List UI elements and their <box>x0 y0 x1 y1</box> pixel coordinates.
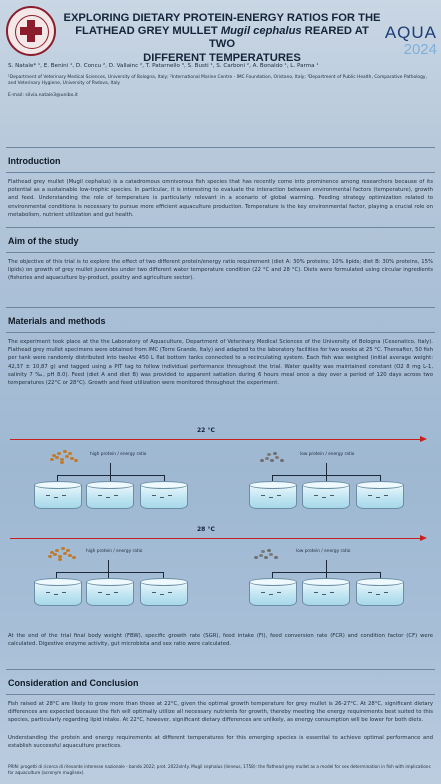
feed-pellets-icon <box>46 545 78 563</box>
temperature-arrow <box>10 538 424 539</box>
divider <box>6 252 435 253</box>
arrow-head-icon <box>420 535 427 541</box>
tank-icon <box>249 578 297 608</box>
divider <box>6 147 435 148</box>
methods-results-text: At the end of the trial final body weight (FBW), specific growth rate (SGR), feed intake (FI), feed conversion rate (FCR) and condition factor (CF) were calculated. Digestive enzyme activity, gut microbiota and sex ratio were calculated. <box>8 633 433 648</box>
feed-pellets-icon <box>48 448 80 466</box>
group-label-high: high protein / energy ratio <box>86 549 143 554</box>
temperature-arrow <box>10 439 424 440</box>
feed-pellets-icon <box>258 450 288 466</box>
funding-footnote: PRIN: progetti di ricerca di rilevante interesse nazionale - bando 2022; prot. 2022xlr4y. Mugil cephalus (linneus, 1758): the flathead grey mullet as a model for sex determination in fish with implications for aquaculture (acronym mugilsex). <box>8 764 431 775</box>
tank-icon <box>302 578 350 608</box>
tank-icon <box>34 578 82 608</box>
contact-email[interactable]: E-mail: silvia.natale3@unibo.it <box>8 93 78 98</box>
conclusion-heading: Consideration and Conclusion <box>8 678 139 688</box>
title-line-1: EXPLORING DIETARY PROTEIN-ENERGY RATIOS FOR THE <box>63 12 381 24</box>
tank-icon <box>140 578 188 608</box>
introduction-text: Flathead grey mullet (Mugil cephalus) is a catadromous omnivorous fish species that has recently come into prominence among researchers because of its potential as a sustainable low-trophic species. In particular, it is interesting to evaluate the interaction between environmental factors (temperature), growth and feed. Understanding the role of temperature is particularly relevant in a scenario of global warming. Feeding strategy optimization related to environmental conditions is necessary to pursue more efficient aquaculture production. Temperature is the key environmental factor, playing a crucial role on metabolism, nutrient utilization and gut health. <box>8 179 433 218</box>
divider <box>6 332 435 333</box>
divider <box>6 669 435 670</box>
species-name: Mugil cephalus <box>220 25 302 38</box>
introduction-heading: Introduction <box>8 156 61 166</box>
tank-icon <box>356 481 404 511</box>
conclusion-summary: Understanding the protein and energy requirements at different temperatures for this emerging species is essential to achieve optimal performance and establish successful aquaculture practices. <box>8 735 433 750</box>
aim-heading: Aim of the study <box>8 236 79 246</box>
tank-icon <box>34 481 82 511</box>
tank-icon <box>356 578 404 608</box>
poster-header <box>0 0 441 140</box>
conference-name: AQUA <box>384 23 437 42</box>
title-line-3: DIFFERENT TEMPERATURES <box>143 51 301 64</box>
tank-icon <box>86 481 134 511</box>
tank-icon <box>302 481 350 511</box>
feed-pellets-icon <box>252 547 282 563</box>
divider <box>6 172 435 173</box>
university-seal-logo <box>6 6 56 56</box>
tank-icon <box>140 481 188 511</box>
tank-icon <box>86 578 134 608</box>
methods-heading: Materials and methods <box>8 316 106 326</box>
tank-icon <box>249 481 297 511</box>
divider <box>6 307 435 308</box>
divider <box>6 694 435 695</box>
methods-text: The experiment took place at the the Laboratory of Aquaculture, Department of Veterinary Medical Sciences of the University of Bologna (Cesenatico, Italy). Flathead grey mullet specimens were obtained from IMC (Torre Grande, Italy) and adapted to the laboratory facilities for two weeks at 25 °C. Thereafter, 50 fish per tank were randomly distributed into twelve 450 L flat bottom tanks connected to a recirculating system. Each fish was weighed (initial average weight: 42,37 ± 10,87 g) and tagged using a PIT tag to follow individual performance throughout the trial. Water quality was maintained constant (O2 8 mg L-1, salinity 7 ‰, pH 8.0). Feed (diet A and diet B) was provided to apparent satiation during 6 hours meal once a day over a period of 120 days across two temperatures (22°C or 28°C). Growth and feed utilization were monitored throughout the experiment. <box>8 339 433 387</box>
poster-title <box>62 12 382 65</box>
temperature-label-28: 28 °C <box>197 526 215 533</box>
temperature-label-22: 22 °C <box>197 427 215 434</box>
author-list: S. Natale* ¹, E. Benini ¹, D. Concu ², D. Vallainc ², T. Patarnello ³, S. Busti ¹, S. Carboni ², A. Bonaldo ¹, L. Parma ¹ <box>8 63 319 69</box>
aim-text: The objective of this trial is to explore the effect of two different protein/energy ratio requirement (diet A: 30% proteins; 10% lipids; diet B: 30% proteins, 15% lipids) on growth of grey mullet juveniles under two different water temperature condition (22 °C and 28 °C). Diets were formulated using circular ingredients (fisheries and aquaculture by-product, poultry and agriculture sector). <box>8 259 433 282</box>
divider <box>6 227 435 228</box>
conference-year: 2024 <box>403 41 437 58</box>
group-label-high: high protein / energy ratio <box>90 452 147 457</box>
conference-logo <box>371 24 437 58</box>
group-label-low: low protein / energy ratio <box>296 549 351 554</box>
conclusion-text: Fish raised at 28°C are likely to grow more than those at 22°C, given the optimal growth temperature for grey mullet is 26-27°C. At 28°C, significant dietary differences are expected because the fish will optimally utilize all necessary nutrients for growth, thereby meeting the energy requirements best suited to this species, particularly regarding lipid intake. At 22°C, however, significant dietary differences are unlikely, as energy consumption will be lower for both diets. <box>8 701 433 724</box>
group-label-low: low protein / energy ratio <box>300 452 355 457</box>
affiliations: ¹Department of Veterinary Medical Sciences, University of Bologna, Italy; ²International Marine Centre - IMC Foundation, Oristano, Italy; ³Department of Public Health, Comparative Pathology, and Veterinary Hygiene, University of Padova, Italy <box>8 75 427 87</box>
title-line-2: FLATHEAD GREY MULLET Mugil cephalus REARED AT TWO <box>75 25 369 51</box>
arrow-head-icon <box>420 436 427 442</box>
